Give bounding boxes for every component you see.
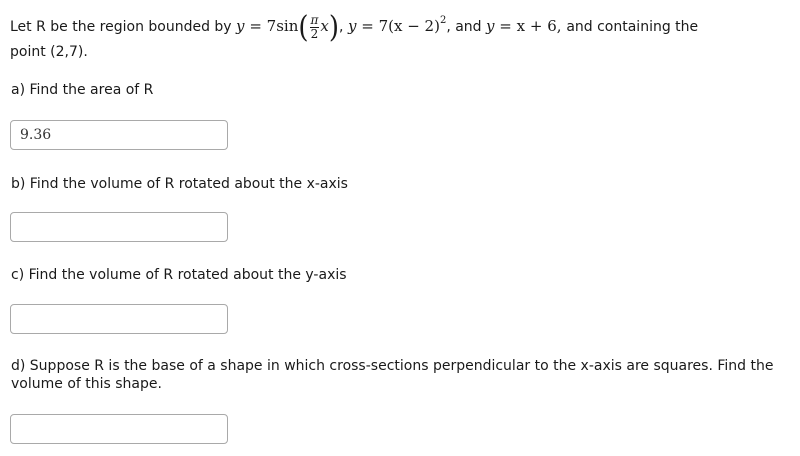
answer-d-input[interactable] [10, 414, 228, 444]
question-c-label: c) Find the volume of R rotated about the y-axis [11, 267, 347, 283]
problem-statement-line1: Let R be the region bounded by y = 7sin( $\frac{\pi}{2}$ x), $y = 7(x - 2)^2$, and y = x + 6, and containing the [10, 10, 699, 46]
answer-b-input[interactable] [10, 212, 228, 242]
problem-intro: Let R be the region bounded by [10, 19, 232, 35]
problem-tail: and containing the [566, 19, 699, 35]
question-b-label: b) Find the volume of R rotated about the x-axis [11, 176, 348, 192]
answer-a-input[interactable] [10, 120, 228, 150]
equation-2: $y = 7(x - 2)^2$ [347, 15, 447, 35]
question-d-label-line2: volume of this shape. [11, 376, 162, 392]
question-d-label-line1: d) Suppose R is the base of a shape in which cross-sections perpendicular to the x-axis are squares. Find the [11, 358, 774, 374]
question-a-label: a) Find the area of R [11, 82, 154, 98]
answer-c-input[interactable] [10, 304, 228, 334]
equation-1: y = 7sin( $\frac{\pi}{2}$ x) [236, 10, 340, 46]
equation-3: y = x + 6, [486, 17, 562, 35]
problem-statement-line2: point (2,7). [10, 44, 88, 60]
